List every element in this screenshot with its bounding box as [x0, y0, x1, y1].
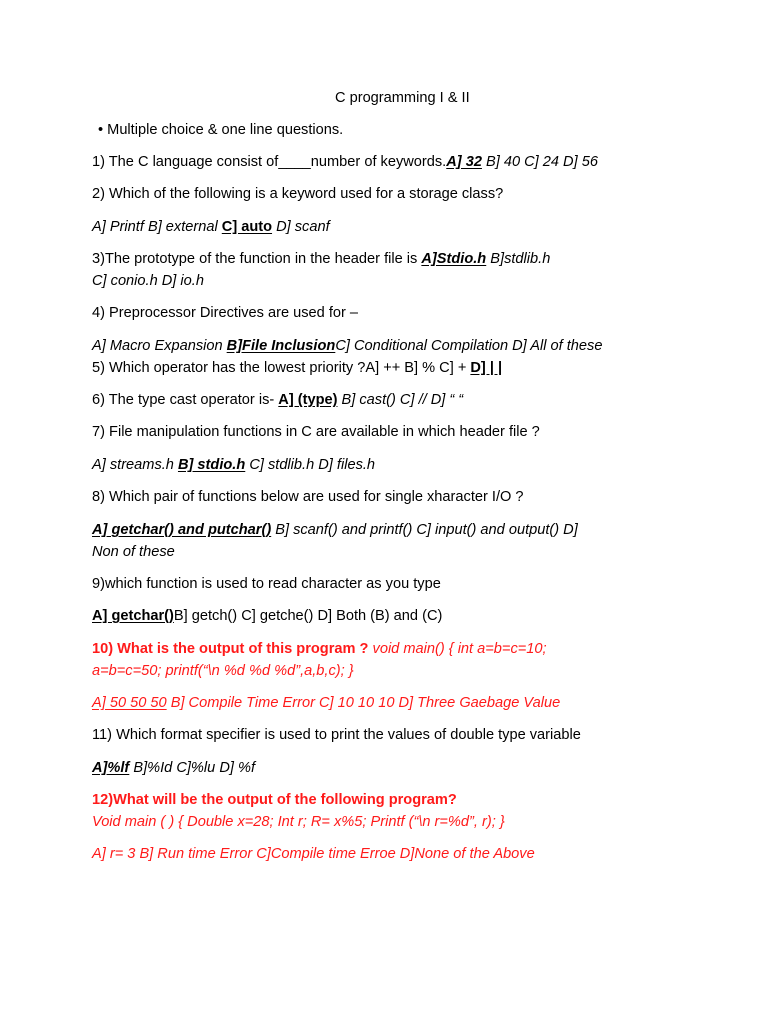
question-7-answer: B] stdio.h — [177, 457, 246, 473]
question-4-options-post: C] Conditional Compilation D] All of these — [335, 338, 603, 354]
question-6-options: B] cast() C] // D] “ “ — [337, 392, 464, 408]
question-2-options-pre: A] Printf B] external — [92, 219, 222, 235]
question-4-options-pre: A] Macro Expansion — [92, 338, 227, 354]
question-2-answer: C] auto — [221, 219, 273, 235]
question-1-text: 1) The C language consist of____number of keywords. — [92, 154, 447, 170]
question-8-options-line-2: Non of these — [92, 544, 175, 560]
question-1-options: B] 40 C] 24 D] 56 — [481, 154, 598, 170]
question-12-options: A] r= 3 B] Run time Error C]Compile time Erroe D]None of the Above — [92, 846, 535, 862]
question-6-answer: A] (type) — [278, 392, 338, 408]
question-9-options: B] getch() C] getche() D] Both (B) and (C) — [173, 608, 443, 624]
question-9-options-line — [92, 606, 442, 626]
question-10-options: B] Compile Time Error C] 10 10 10 D] Three Gaebage Value — [166, 695, 561, 711]
question-10-code: void main() { int a=b=c=10; — [372, 641, 547, 657]
question-8-answer: A] getchar() and putchar() — [92, 522, 272, 538]
question-3-options-line-2: C] conio.h D] io.h — [92, 273, 204, 289]
question-12: 12)What will be the output of the following program? — [92, 792, 457, 808]
question-6 — [92, 390, 463, 410]
question-4-options-line — [92, 336, 602, 356]
question-3-text: 3)The prototype of the function in the header file is — [92, 251, 422, 267]
question-6-text: 6) The type cast operator is- — [92, 392, 279, 408]
question-5-text: 5) Which operator has the lowest priority ?A] ++ B] % C] + — [92, 360, 471, 376]
page-title: C programming I & II — [335, 90, 470, 106]
question-3 — [92, 249, 550, 269]
question-8-options: B] scanf() and printf() C] input() and output() D] — [271, 522, 578, 538]
intro-line: • Multiple choice & one line questions. — [98, 122, 344, 138]
question-9-answer: A] getchar() — [92, 608, 174, 624]
question-8-options-line — [92, 520, 578, 540]
question-7: 7) File manipulation functions in C are available in which header file ? — [92, 424, 540, 440]
question-1 — [92, 152, 598, 172]
question-1-answer: A] 32 — [446, 154, 482, 170]
question-7-options-post: C] stdlib.h D] files.h — [245, 457, 376, 473]
question-2-options-post: D] scanf — [272, 219, 330, 235]
question-11-options: B]%Id C]%lu D] %f — [129, 760, 256, 776]
question-8: 8) Which pair of functions below are used for single xharacter I/O ? — [92, 489, 524, 505]
question-9: 9)which function is used to read character as you type — [92, 576, 441, 592]
question-11: 11) Which format specifier is used to print the values of double type variable — [92, 727, 581, 743]
question-3-options: B]stdlib.h — [486, 251, 551, 267]
question-11-options-line — [92, 758, 255, 778]
question-3-answer: A]Stdio.h — [421, 251, 487, 267]
question-12-code: Void main ( ) { Double x=28; Int r; R= x%5; Printf (“\n r=%d”, r); } — [92, 814, 505, 830]
question-10-answer: A] 50 50 50 — [92, 695, 167, 711]
question-10-code-line-2: a=b=c=50; printf(“\n %d %d %d”,a,b,c); } — [92, 663, 354, 679]
question-11-answer: A]%lf — [92, 760, 130, 776]
question-10 — [92, 639, 547, 659]
question-7-options-line — [92, 455, 375, 475]
question-2: 2) Which of the following is a keyword used for a storage class? — [92, 186, 504, 202]
question-10-text: 10) What is the output of this program ? — [92, 641, 373, 657]
question-7-options-pre: A] streams.h — [92, 457, 178, 473]
question-2-options-line — [92, 217, 330, 237]
question-5 — [92, 358, 502, 378]
question-4: 4) Preprocessor Directives are used for – — [92, 305, 359, 321]
question-5-answer: D] | | — [470, 360, 503, 376]
question-10-options-line — [92, 693, 560, 713]
question-4-answer: B]File Inclusion — [226, 338, 336, 354]
